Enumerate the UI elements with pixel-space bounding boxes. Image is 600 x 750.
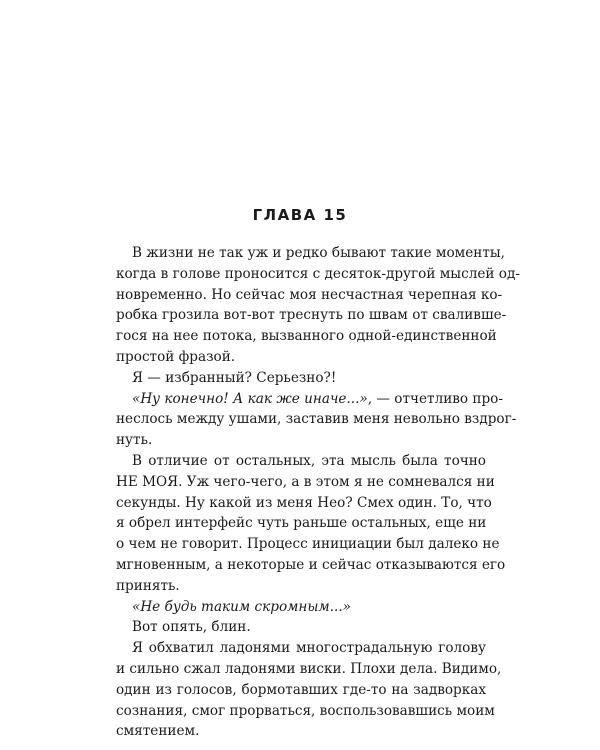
text-line: я обрел интерфейс чуть раньше остальных, еще ни: [116, 515, 487, 532]
text-line: нуть.: [116, 432, 153, 449]
text-line-mixed: [116, 597, 486, 618]
text-line: смятением.: [116, 723, 200, 740]
text-line: Я — избранный? Серьезно?!: [132, 369, 337, 386]
text-line: и сильно сжал ладонями виски. Плохи дела. Видимо,: [116, 660, 502, 677]
text-line: Я обхватил ладонями многострадальную голову: [132, 640, 486, 657]
text-line: неслось между ушами, заставив меня невольно вздрог-: [116, 411, 517, 428]
text-fragment: , — отчетливо про-: [367, 390, 503, 407]
text-line: НЕ МОЯ. Уж чего-чего, а в этом я не сомневался ни: [116, 473, 495, 490]
chapter-title: ГЛАВА 15: [252, 206, 348, 224]
text-line: Вот опять, блин.: [132, 619, 251, 636]
text-line-mixed: [116, 389, 503, 410]
text-line: секунды. Ну какой из меня Нео? Смех один. То, что: [116, 494, 492, 511]
text-line: о чем не говорит. Процесс инициации был далеко не: [116, 536, 500, 553]
text-line: один из голосов, бормотавших где-то на задворках: [116, 681, 486, 698]
text-line: гося на нее потока, вызванного одной-единственной: [116, 328, 497, 345]
text-line: В отличие от остальных, эта мысль была точно: [132, 452, 486, 469]
text-line: сознания, смог прорваться, воспользовавшись моим: [116, 702, 495, 719]
text-line: когда в голове проносится с десяток-другой мыслей од-: [116, 265, 520, 282]
text-line: мгновенным, а некоторые и сейчас отказываются его: [116, 556, 506, 573]
text-line: робка грозила вот-вот треснуть по швам от свалившe-: [116, 307, 507, 324]
text-line: В жизни не так уж и редко бывают такие моменты,: [132, 245, 506, 261]
italic-quote: «Не будь таким скромным...»: [132, 598, 351, 615]
text-line: новременно. Но сейчас моя несчастная черепная ко-: [116, 286, 503, 303]
chapter-body: [116, 243, 520, 742]
text-line: простой фразой.: [116, 348, 236, 365]
italic-quote: «Ну конечно! А как же иначе...»: [132, 390, 368, 407]
text-line: принять.: [116, 577, 180, 594]
